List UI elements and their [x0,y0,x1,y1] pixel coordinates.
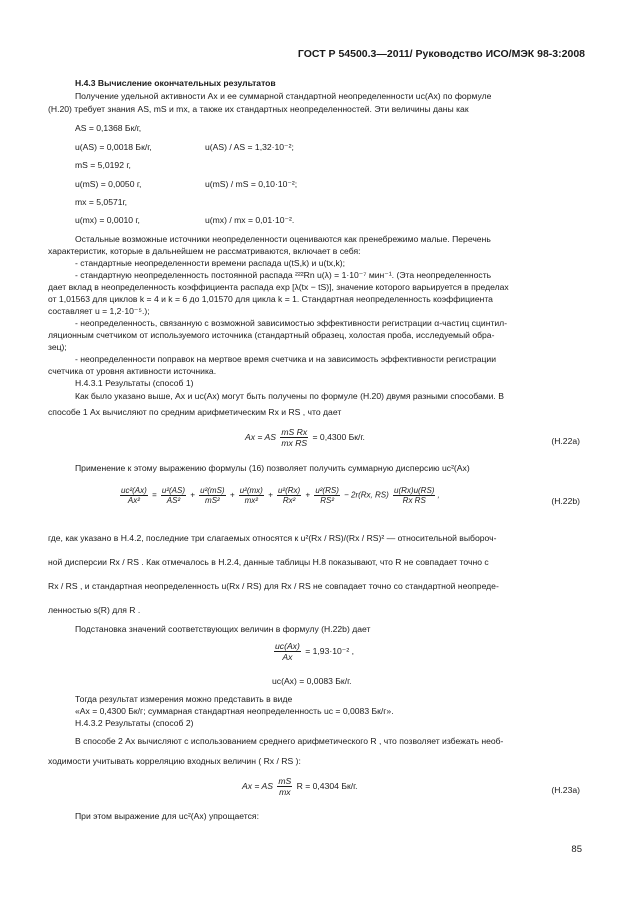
eq-h22b-label: (Н.22b) [551,496,580,506]
subsection-title-2: Н.4.3.2 Результаты (способ 2) [75,718,194,728]
para2-line-10: зец); [48,342,67,352]
para6-line-1: Тогда результат измерения можно представить в виде [75,694,293,704]
page-number: 85 [571,844,582,855]
value-ms: mS = 5,0192 г, [75,160,131,170]
value-mx: mx = 5,0571г, [75,197,128,207]
para2-line-2: характеристик, которые в дальнейшем не рассматриваются, включает в себя: [48,246,361,256]
para2-line-14: Как было указано выше, Ax и uc(Ax) могут быть получены по формуле (Н.20) двумя разными способами. В [75,391,504,401]
value-rel-mx: u(mx) / mx = 0,01·10⁻². [205,215,295,225]
para2-line-4: - стандартную неопределенность постоянной распада ²²²Rn u(λ) = 1·10⁻⁷ мин⁻¹. (Эта неопределенность [75,270,492,280]
para4-line-2: ной дисперсии Rx / RS . Как отмечалось в Н.2.4, данные таблицы Н.8 показывают, что R не совпадает точно с [48,557,489,567]
para3: Применение к этому выражению формулы (16) позволяет получить суммарную дисперсию uc²(Ax) [75,463,470,473]
para7: При этом выражение для uc²(Ax) упрощается: [75,811,259,821]
para4-line-3: Rx / RS , и стандартная неопределенность u(Rx / RS) для Rx / RS не совпадает точно со стандартной неопреде- [48,581,499,591]
intro-line-1: Получение удельной активности Ax и ее суммарной стандартной неопределенности uc(Ax) по формуле [75,91,492,101]
para6-line-5: ходимости учитывать корреляцию входных величин ( Rx / RS ): [48,756,301,766]
value-u-as: u(AS) = 0,0018 Бк/г, [75,142,152,152]
para2-line-6: от 1,01563 для циклов k = 4 и k = 6 до 1,01570 для цикла k = 1. Стандартная неопределенность коэффициента [48,294,493,304]
eq-h22a-lhs: Ax = AS [245,431,276,442]
para2-line-3: - стандартные неопределенности времени распада u(tS,k) и u(tx,k); [75,258,346,268]
para6-line-4: В способе 2 Ax вычисляют с использованием среднего арифметического R , что позволяет избежать необ- [75,736,504,746]
para2-line-12: счетчика от уровня активности источника. [48,366,217,376]
equation-h22a [245,427,365,448]
eq-h22a-label: (Н.22а) [551,436,580,446]
para2-line-15: способе 1 Ax вычисляют по средним арифметическим Rx и RS , что дает [48,407,342,417]
equation-abs: uc(Ax) = 0,0083 Бк/г. [272,676,352,686]
equation-h23a: Ax = AS $\frac{mS}{mx}$ R = 0,4304 Бк/г. [242,776,358,797]
intro-line-2: (Н.20) требует знания AS, mS и mx, а также их стандартных неопределенностей. Эти величины даны как [48,104,469,114]
eq-h23a-label: (Н.23а) [551,785,580,795]
value-u-ms: u(mS) = 0,0050 г, [75,179,142,189]
para4-line-4: ленностью s(R) для R . [48,605,141,615]
para6-line-2: «Ax = 0,4300 Бк/г; суммарная стандартная неопределенность uc = 0,0083 Бк/г». [75,706,394,716]
para2-line-9: ляционным счетчиком от используемого источника (стандартный образец, холостая проба, исследуемый обра- [48,330,495,340]
para2-line-1: Остальные возможные источники неопределенности оцениваются как пренебрежимо малые. Перечень [75,234,491,244]
para2-line-5: дает вклад в неопределенность коэффициента распада exp [λ(tx − tS)], значение которого варьируется в пределах [48,282,509,292]
section-title: Н.4.3 Вычисление окончательных результатов [75,78,276,88]
eq-h22a-fraction: $\frac{\text{mS Rx}}{\text{mx RS}}$ [281,427,308,448]
equation-ratio: $\frac{uc(Ax)}{Ax}$ = 1,93·10⁻² , [275,641,354,662]
para2-line-11: - неопределенности поправок на мертвое время счетчика и на зависимость эффективности регистрации [75,354,497,364]
value-rel-as: u(AS) / AS = 1,32·10⁻²; [205,142,294,152]
subsection-title-1: Н.4.3.1 Результаты (способ 1) [75,378,194,388]
eq-h22a-rhs: = 0,4300 Бк/г. [312,431,365,442]
equation-h22b: $\frac{\text{uc²(Ax)}}{\text{Ax²}}$ = $\frac{\text{u²(AS)}}{\text{AS²}}$ + $\frac{\text{u²(mS)}}{\text{mS²}}$ + $\frac{\text{u²(mx)}}{\text{mx²}}$ + $\frac{\text{u²(Rx)}}{\text{Rx²}}$ + $\frac{\text{u²(RS)}}{\text{RS²}}$ − 2r(Rx, RS) $\frac{u(Rx)u(RS)}{\text{Rx RS}}$ , [121,486,440,505]
para4-line-1: где, как указано в Н.4.2, последние три слагаемых относятся к u²(Rx / RS)/(Rx / RS)² — относительной выбороч- [48,533,497,543]
page-header: ГОСТ Р 54500.3—2011/ Руководство ИСО/МЭК 98-3:2008 [297,48,585,60]
para2-line-7: составляет u = 1,2·10⁻⁵.); [48,306,150,316]
value-rel-ms: u(mS) / mS = 0,10·10⁻²; [205,179,298,189]
para2-line-8: - неопределенность, связанную с возможной зависимостью эффективности регистрации α-частиц сцинтил- [75,318,508,328]
para5: Подстановка значений соответствующих величин в формулу (Н.22b) дает [75,624,371,634]
value-as: AS = 0,1368 Бк/г, [75,123,142,133]
value-u-mx: u(mx) = 0,0010 г, [75,215,140,225]
